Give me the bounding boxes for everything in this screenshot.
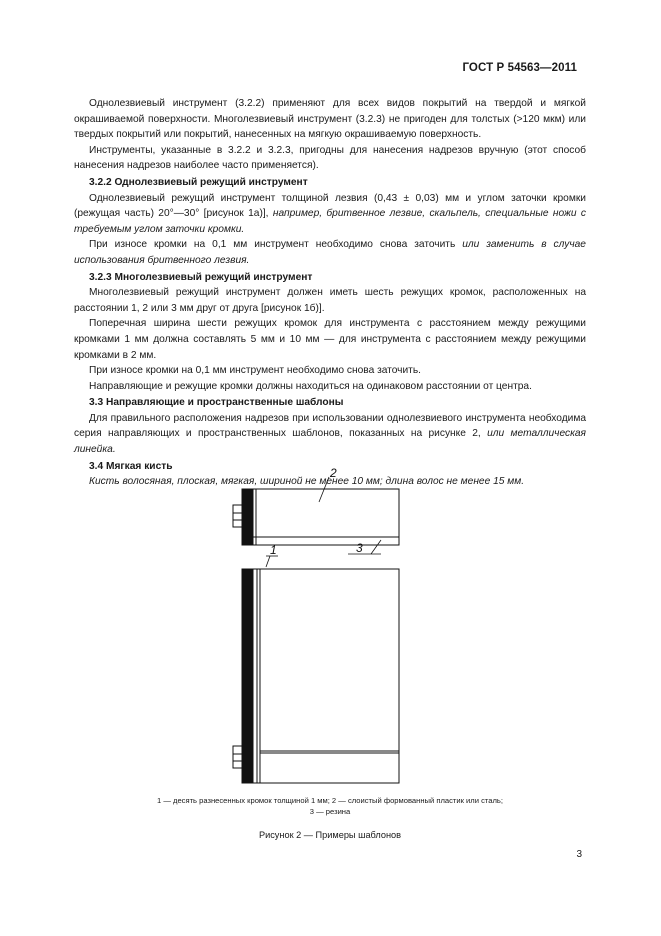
paragraph-p4 [74, 237, 586, 268]
paragraph-p9-italic: или металлическая линейка. [74, 428, 587, 456]
label-2: 2 [330, 466, 337, 480]
heading-3-3: 3.3 Направляющие и пространственные шаблоны [89, 397, 344, 409]
paragraph-p6: Поперечная ширина шести режущих кромок для инструмента с расстоянием между режущими кромками 1 мм должна составлять 5 мм и 10 мм — для инструмента с расстоянием между режущими кромками в 2 мм. [74, 318, 586, 361]
figure-key-line-1: 1 — десять разнесенных кромок толщиной 1 мм; 2 — слоистый формованный пластик или сталь; [156, 796, 503, 805]
paragraph-p2: Инструменты, указанные в 3.2.2 и 3.2.3, пригодны для нанесения надрезов вручную (этот способ нанесения надрезов наиболее часто применяется). [74, 144, 586, 172]
leader-3 [371, 540, 381, 554]
heading-3-2-2: 3.2.2 Однолезвиевый режущий инструмент [89, 176, 308, 188]
document-header: ГОСТ Р 54563—2011 [462, 62, 577, 74]
figure-leaders [266, 477, 381, 567]
figure-caption: Рисунок 2 — Примеры шаблонов [258, 830, 402, 840]
page-number: 3 [576, 849, 582, 860]
paragraph-p10-italic: Кисть волосяная, плоская, мягкая, шириной не менее 10 мм; длина волос не менее 15 мм. [89, 476, 525, 488]
paragraph-p4-italic: или заменить в случае использования бритвенного лезвия. [74, 239, 586, 266]
paragraph-p8: Направляющие и режущие кромки должны находиться на одинаковом расстоянии от центра. [89, 380, 532, 392]
paragraph-p5: Многолезвиевый режущий инструмент должен иметь шесть режущих кромок, расположенных на расстоянии 1, 2 или 3 мм друг от друга [рисунок 1б)]. [74, 287, 586, 314]
paragraph-p9 [74, 411, 586, 458]
figure-key [74, 795, 586, 817]
paragraph-p9-text: Для правильного расположения надрезов при использовании однолезвиевого инструмента необходима серия направляющих и пространственных шаблонов, показанных на рисунке 2, [74, 412, 586, 440]
paragraph-p7: При износе кромки на 0,1 мм инструмент необходимо снова заточить. [89, 365, 421, 377]
paragraph-p1: Однолезвиевый инструмент (3.2.2) применяют для всех видов покрытий на твердой и мягкой окрашиваемой поверхности. Многолезвиевый инструмент (3.2.3) не пригоден для толстых (>120 мкм) или твердых покрытий или покрытий, нанесенных на мягкую окрашиваемую поверхность. [74, 98, 586, 141]
paragraph-p3 [74, 191, 586, 238]
label-1: 1 [270, 543, 277, 557]
paragraph-p3-italic: например, бритвенное лезвие, скальпель, специальные ножи с требуемым углом заточки кромки. [74, 208, 587, 235]
label-3: 3 [356, 541, 363, 555]
template-bottom-edge [242, 569, 253, 783]
template-top [233, 489, 399, 545]
paragraph-p3-text: Однолезвиевый режущий инструмент толщиной лезвия (0,43 ± 0,03) мм и углом заточки кромки (режущая часть) 20°—30° [рисунок 1а)], [74, 192, 586, 220]
template-bottom [233, 569, 399, 783]
heading-3-4: 3.4 Мягкая кисть [89, 460, 173, 472]
heading-3-2-3: 3.2.3 Многолезвиевый режущий инструмент [89, 271, 313, 283]
template-figure [226, 464, 416, 794]
template-top-handle [233, 505, 242, 527]
paragraph-p4-text: При износе кромки на 0,1 мм инструмент необходимо снова заточить [89, 239, 463, 251]
figure-key-line-2: 3 — резина [309, 807, 351, 816]
body-text [74, 96, 586, 490]
template-bottom-handle [233, 746, 242, 768]
template-top-edge [242, 489, 253, 545]
leader-1 [266, 556, 270, 567]
